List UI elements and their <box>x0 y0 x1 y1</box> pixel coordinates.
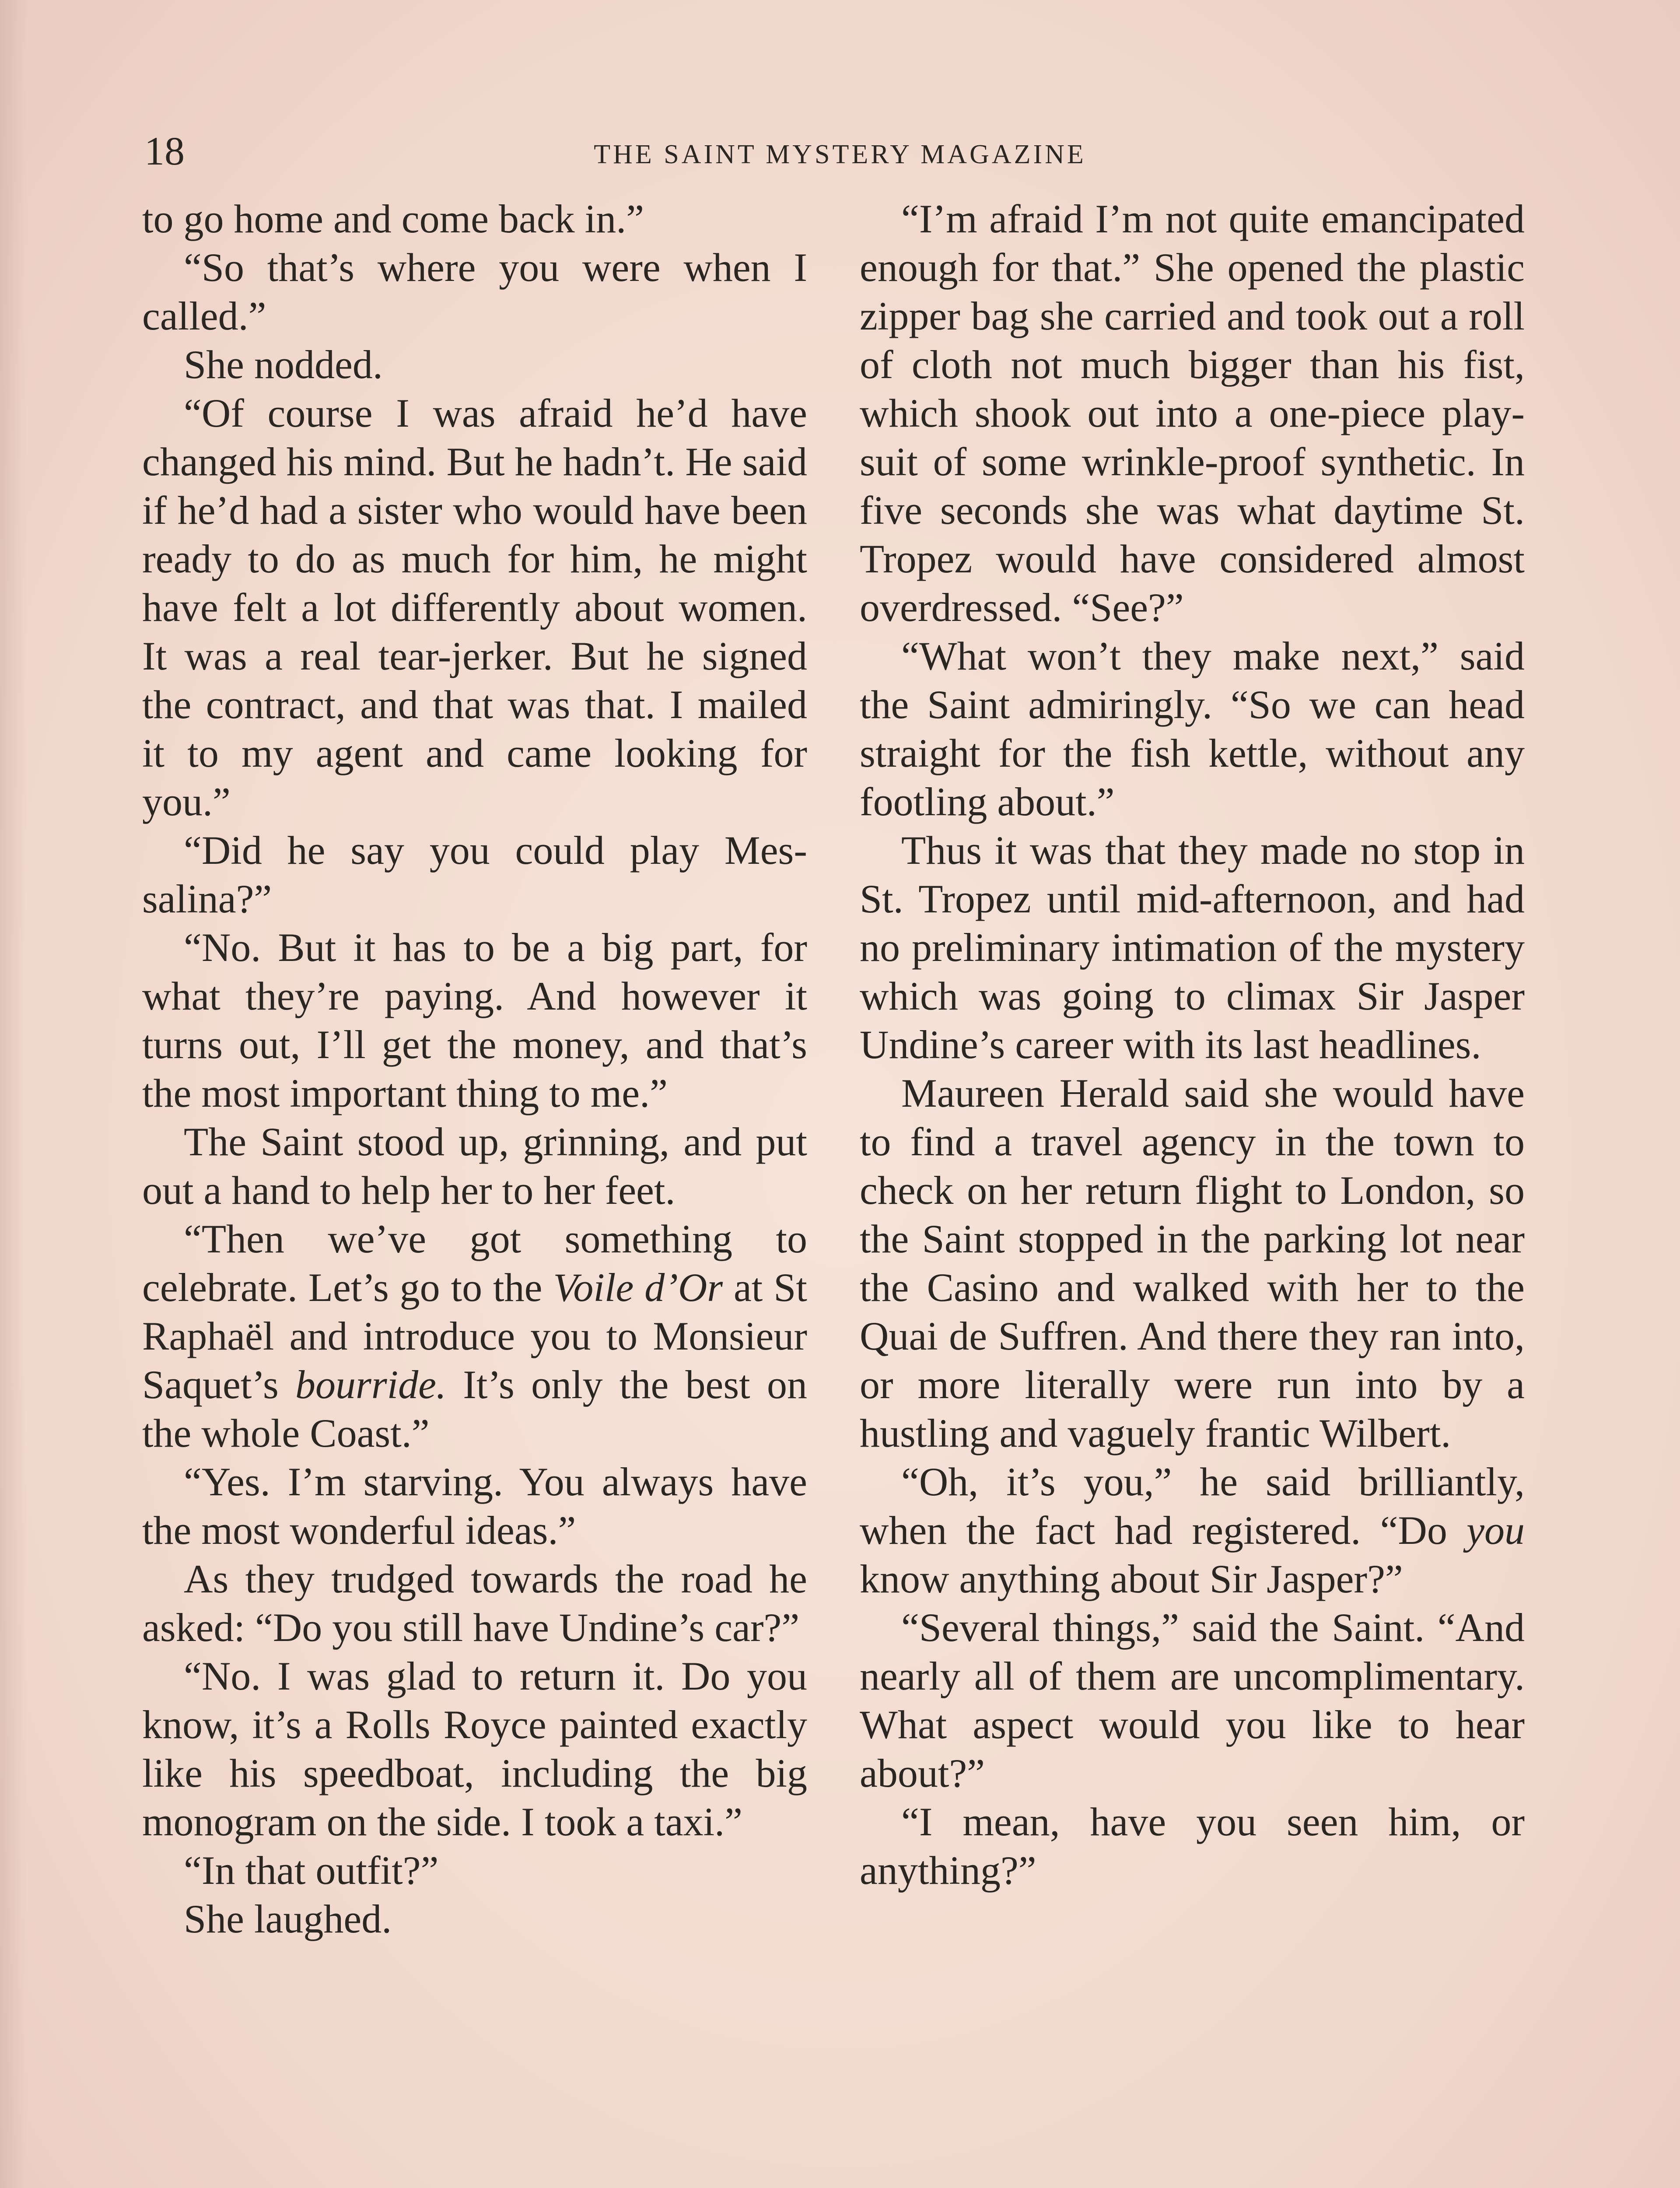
paragraph: “No. But it has to be a big part, for what they’re paying. And however it turns out, I’ll get the money, and that’s the most important thing to me.” <box>142 925 807 1115</box>
paragraph: “I’m afraid I’m not quite emancipated enough for that.” She opened the plastic zipper bag she carried and took out a roll of cloth not much bigger than his fist, which shook out into a one-piece play-suit of some wrinkle-proof synthetic. In five seconds she was what daytime St. Tropez would have considered almost overdressed. “See?” <box>860 196 1525 630</box>
page-header <box>144 127 1536 175</box>
paragraph: She laughed. <box>184 1897 392 1941</box>
paragraph <box>860 1458 1525 1603</box>
page-number: 18 <box>144 129 185 173</box>
right-text-column <box>860 195 1525 1895</box>
page-gutter-shadow <box>0 0 26 2188</box>
paragraph: “What won’t they make next,” said the Saint admiringly. “So we can head straight for the fish kettle, without any footling about.” <box>860 634 1525 824</box>
paragraph-text: “Oh, it’s you,” he said brilliantly, when the fact had registered. “Do <box>860 1459 1525 1553</box>
paragraph: “Of course I was afraid he’d have changed his mind. But he hadn’t. He said if he’d had a sister who would have been ready to do as much for him, he might have felt a lot differently about women. It was a real tear-jerker. But he signed the contract, and that was that. I mailed it to my agent and came looking for you.” <box>142 391 807 824</box>
paragraph: She nodded. <box>184 342 383 387</box>
paragraph: Maureen Herald said she would have to find a travel agency in the town to check on her return flight to London, so the Saint stopped in the parking lot near the Casino and walked with her to the Quai de Suffren. And there they ran into, or more literally were run into by a hustling and vaguely frantic Wilbert. <box>860 1071 1525 1455</box>
paragraph: to go home and come back in.” <box>142 196 644 241</box>
paragraph: “So that’s where you were when I called.” <box>142 245 807 338</box>
running-head: THE SAINT MYSTERY MAGAZINE <box>594 140 1086 169</box>
paragraph: Thus it was that they made no stop in St. Tropez until mid-afternoon, and had no preliminary intimation of the mystery which was going to climax Sir Jasper Undine’s career with its last headlines. <box>860 828 1525 1067</box>
italic-dish-name: bourride. <box>295 1362 447 1407</box>
left-text-column <box>142 195 807 1943</box>
paragraph: “I mean, have you seen him, or anything?” <box>860 1799 1525 1893</box>
paragraph-text: “Then we’ve got something to celebrate. Let’s go to the <box>142 1217 807 1310</box>
paragraph: The Saint stood up, grinning, and put out a hand to help her to her feet. <box>142 1119 807 1213</box>
paragraph: “In that outfit?” <box>184 1848 439 1893</box>
paragraph-text: at St Raphaël and introduce you to Monsieur Saquet’s <box>142 1265 807 1407</box>
paragraph-text: know anything about Sir Jasper?” <box>860 1557 1403 1601</box>
paragraph <box>142 1215 807 1458</box>
paragraph: “Did he say you could play Messalina?” <box>142 828 807 921</box>
paragraph: “Several things,” said the Saint. “And nearly all of them are uncomplimentary. What aspect would you like to hear about?” <box>860 1605 1525 1795</box>
paragraph-text: It’s only the best on the whole Coast.” <box>142 1362 807 1455</box>
paragraph: “Yes. I’m starving. You always have the most wonderful ideas.” <box>142 1459 807 1553</box>
italic-emphasis: you <box>1466 1508 1525 1553</box>
paragraph: “No. I was glad to return it. Do you know, it’s a Rolls Royce painted exactly like his speedboat, including the big monogram on the side. I took a taxi.” <box>142 1654 807 1844</box>
italic-restaurant-name: Voile d’Or <box>553 1265 723 1310</box>
paragraph: As they trudged towards the road he asked: “Do you still have Undine’s car?” <box>142 1557 807 1650</box>
